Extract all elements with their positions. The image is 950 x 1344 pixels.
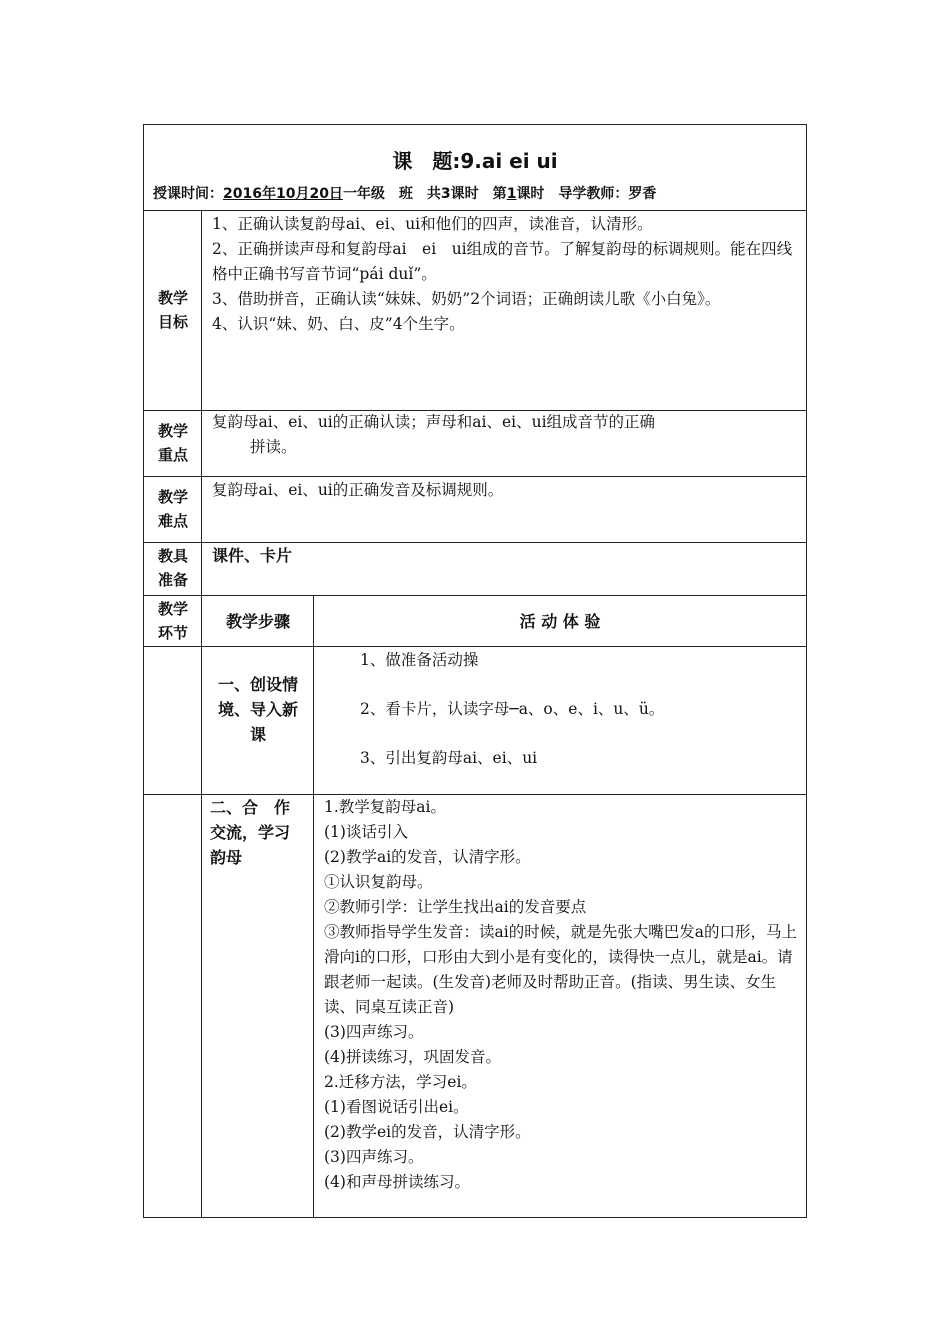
goal-item: 3、借助拼音，正确认读“妹妹、奶奶”2个词语；正确朗读儿歌《小白兔》。 xyxy=(212,290,721,308)
activity-line: (3)四声练习。 xyxy=(324,1148,424,1166)
goal-item: 2、正确拼读声母和复韵母ai ei ui组成的音节。了解复韵母的标调规则。能在四线格中正确书写音节词“pái duǐ”。 xyxy=(212,240,793,283)
info-date: 2016年10月20日 xyxy=(223,186,343,202)
step-2-title: 二、合 作 交流，学习 韵母 xyxy=(210,798,291,867)
materials-content: 课件、卡片 xyxy=(212,546,293,565)
row-divider xyxy=(144,210,806,211)
page-title: 课 题:9.ai ei ui xyxy=(392,149,558,173)
activity-line: 1.教学复韵母ai。 xyxy=(324,798,446,816)
lesson-info xyxy=(153,183,656,203)
activity-line: (4)拼读练习，巩固发音。 xyxy=(324,1048,501,1066)
step-1-activities xyxy=(360,648,800,771)
info-prefix: 授课时间： xyxy=(153,186,223,202)
row-divider xyxy=(144,646,806,647)
activity-line: (3)四声练习。 xyxy=(324,1023,424,1041)
steps-header: 教学步骤 xyxy=(225,612,290,631)
step-2-activities xyxy=(324,795,802,1195)
goals-content xyxy=(212,212,802,337)
row-divider xyxy=(144,476,806,477)
activity-line: (4)和声母拼读练习。 xyxy=(324,1173,470,1191)
row-divider xyxy=(144,595,806,596)
activity-item: 2、看卡片，认读字母─a、o、e、i、u、ü。 xyxy=(360,700,665,718)
info-grade: 一年级 班 共3课时 第 xyxy=(342,186,507,202)
activity-line: 2.迁移方法，学习ei。 xyxy=(324,1073,477,1091)
activity-header: 活 动 体 验 xyxy=(519,612,601,631)
key-points-label: 教学 重点 xyxy=(157,422,188,464)
info-suffix: 课时 导学教师：罗香 xyxy=(516,186,657,202)
goals-label: 教学 目标 xyxy=(157,289,188,331)
goal-item: 4、认识“妹、奶、白、皮”4个生字。 xyxy=(212,315,465,333)
difficulty-content: 复韵母ai、ei、ui的正确发音及标调规则。 xyxy=(212,481,504,499)
activity-item: 3、引出复韵母ai、ei、ui xyxy=(360,749,538,767)
activity-line: (2)教学ei的发音，认清字形。 xyxy=(324,1123,531,1141)
key-points-content: 复韵母ai、ei、ui的正确认读；声母和ai、ei、ui组成音节的正确 拼读。 xyxy=(212,413,656,456)
activity-line: ③教师指导学生发音：读ai的时候，就是先张大嘴巴发a的口形，马上滑向i的口形，口形由大到小是有变化的，读得快一点儿，就是ai。请跟老师一起读。(生发音)老师及时帮助正音。(指读、男生读、女生读、同桌互读正音) xyxy=(324,923,797,1016)
activity-line: (1)谈话引入 xyxy=(324,823,408,841)
activity-line: (1)看图说话引出ei。 xyxy=(324,1098,469,1116)
lesson-plan-table xyxy=(143,124,807,1218)
activity-line: ①认识复韵母。 xyxy=(324,873,433,891)
activity-item: 1、做准备活动操 xyxy=(360,651,479,669)
materials-label: 教具 准备 xyxy=(157,547,188,589)
info-lesson-no: 1 xyxy=(506,186,517,202)
goal-item: 1、正确认读复韵母ai、ei、ui和他们的四声，读准音，认清形。 xyxy=(212,215,653,233)
difficulty-label: 教学 难点 xyxy=(157,488,188,530)
activity-line: (2)教学ai的发音，认清字形。 xyxy=(324,848,531,866)
activity-line: ②教师引学：让学生找出ai的发音要点 xyxy=(324,898,587,916)
stage-label: 教学 环节 xyxy=(157,600,188,642)
step-1-title: 一、创设情 境、导入新 课 xyxy=(217,675,298,744)
